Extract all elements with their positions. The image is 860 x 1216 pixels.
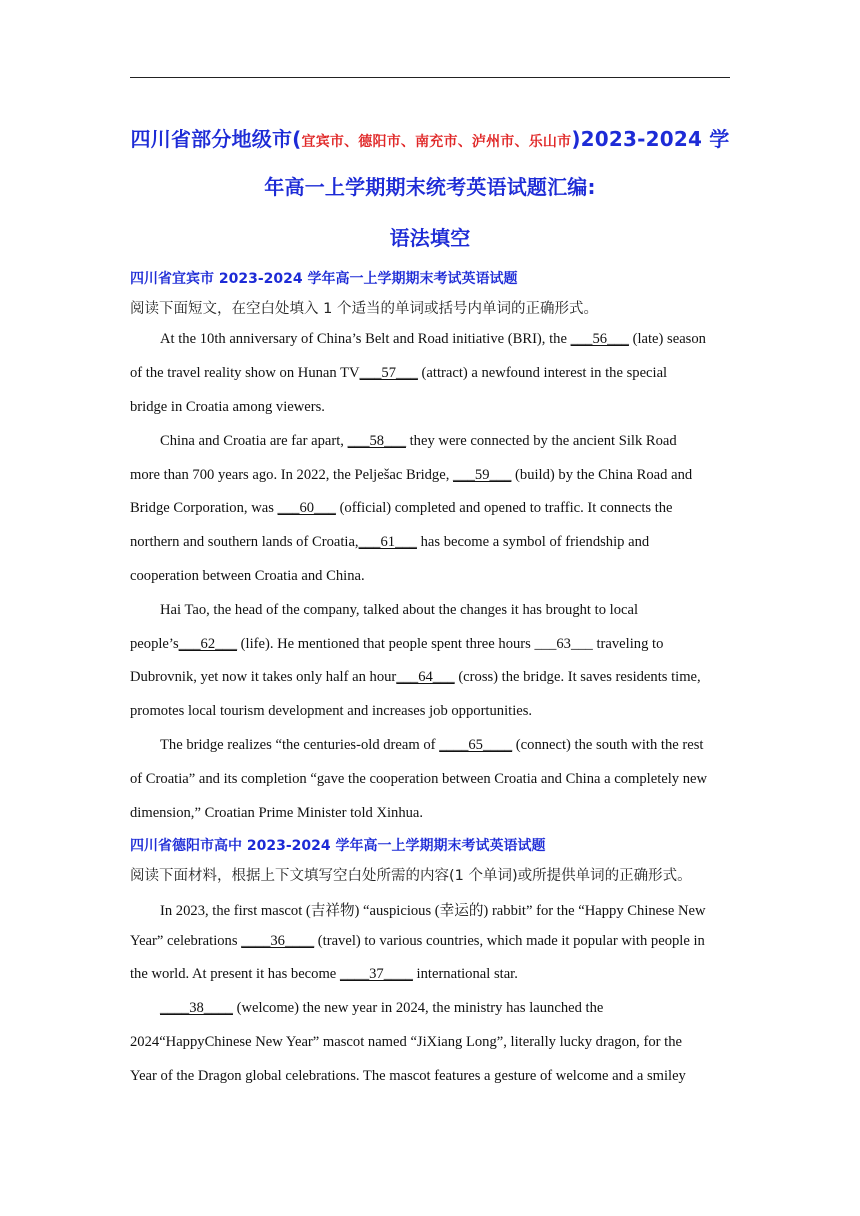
title-text: 四川省部分地级市( [130,127,302,151]
passage-line: dimension,” Croatian Prime Minister told Xinhua. [130,805,424,821]
answer-blank[interactable]: ____65____ [439,737,513,753]
answer-blank[interactable]: ___61___ [358,534,417,550]
answer-blank[interactable]: ___60___ [277,500,336,516]
answer-blank[interactable]: ___57___ [359,365,418,381]
answer-blank[interactable]: ___56___ [570,331,629,347]
section-title-grammar: 语法填空 [389,226,471,250]
instruction-text: 阅读下面短文，在空白处填入 1 个适当的单词或括号内单词的正确形式。 [130,301,598,317]
passage-line: bridge in Croatia among viewers. [130,399,325,415]
passage-line: 2024“HappyChinese New Year” mascot named “JiXiang Long”, literally lucky dragon, for the [130,1034,682,1050]
passage-line: China and Croatia are far apart, ___58___ they were connected by the ancient Silk Road [160,433,677,449]
passage-line: Hai Tao, the head of the company, talked about the changes it has brought to local [160,602,638,618]
passage-line: At the 10th anniversary of China’s Belt and Road initiative (BRI), the ___56___ (late) season [160,331,706,347]
section-heading-yibin: 四川省宜宾市 2023-2024 学年高一上学期期末考试英语试题 [130,271,518,287]
passage-line: the world. At present it has become ____37____ international star. [130,966,518,982]
passage-line: Bridge Corporation, was ___60___ (official) completed and opened to traffic. It connects the [130,500,673,516]
passage-line: cooperation between Croatia and China. [130,568,365,584]
answer-blank[interactable]: ____38____ [160,1000,233,1016]
passage-line: of the travel reality show on Hunan TV___57___ (attract) a newfound interest in the special [130,365,668,381]
document-title-line-2: 年高一上学期期末统考英语试题汇编: [264,175,596,199]
title-text-year: )2023-2024 学 [571,127,730,151]
passage-line: promotes local tourism development and increases job opportunities. [130,703,533,719]
header-rule [130,77,730,78]
passage-line: people’s___62___ (life). He mentioned that people spent three hours ___63___ traveling to [130,636,664,652]
section-heading-deyang: 四川省德阳市高中 2023-2024 学年高一上学期期末考试英语试题 [130,838,546,854]
passage-line: ____38____ (welcome) the new year in 2024, the ministry has launched the [160,1000,604,1016]
passage-line: In 2023, the first mascot (吉祥物) “auspicious (幸运的) rabbit” for the “Happy Chinese New [160,903,706,919]
answer-blank[interactable]: ___58___ [347,433,406,449]
document-title-line-1 [110,123,750,152]
passage-line: Dubrovnik, yet now it takes only half an hour___64___ (cross) the bridge. It saves residents time, [130,669,701,685]
passage-line: Year” celebrations ____36____ (travel) to various countries, which made it popular with people in [130,933,705,949]
answer-blank[interactable]: ___64___ [396,669,455,685]
answer-blank[interactable]: ____37____ [339,966,413,982]
instruction-text: 阅读下面材料，根据上下文填写空白处所需的内容(1 个单词)或所提供单词的正确形式。 [130,868,692,884]
answer-blank[interactable]: ____36____ [241,933,315,949]
passage-line: northern and southern lands of Croatia,___61___ has become a symbol of friendship and [130,534,650,550]
passage-line: The bridge realizes “the centuries-old dream of ____65____ (connect) the south with the rest [160,737,704,753]
passage-line: of Croatia” and its completion “gave the cooperation between Croatia and China a completely new [130,771,708,787]
answer-blank[interactable]: ___62___ [178,636,238,652]
answer-blank[interactable]: ___59___ [453,467,512,483]
title-city-list: 宜宾市、德阳市、南充市、泸州市、乐山市 [301,134,572,150]
passage-line: more than 700 years ago. In 2022, the Pelješac Bridge, ___59___ (build) by the China Road and [130,467,693,483]
passage-line: Year of the Dragon global celebrations. The mascot features a gesture of welcome and a smiley [130,1068,686,1084]
